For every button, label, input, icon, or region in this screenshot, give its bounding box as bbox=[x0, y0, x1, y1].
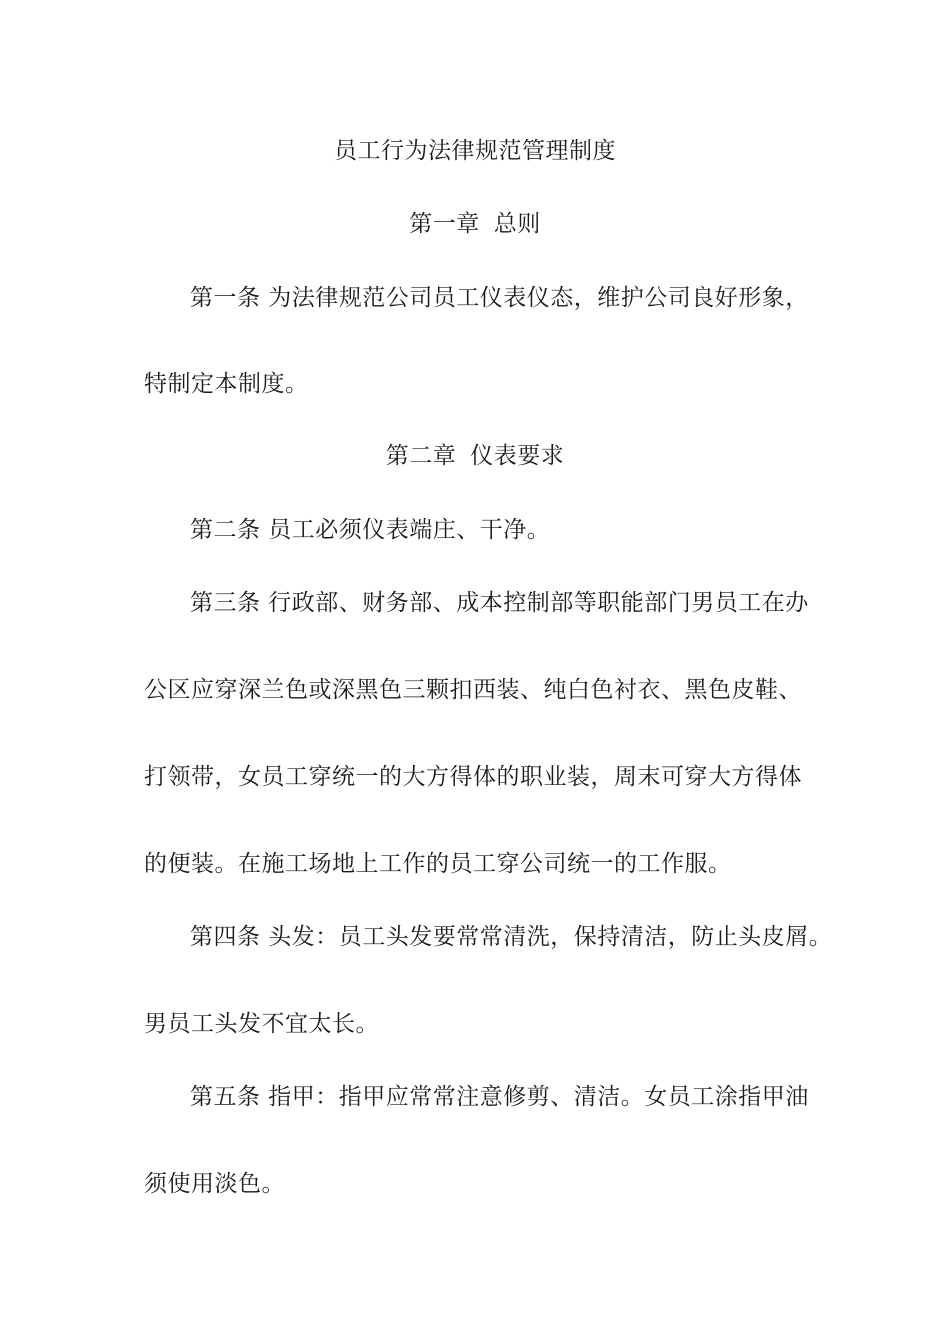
document-title: 员工行为法律规范管理制度 bbox=[334, 138, 616, 164]
article-3-line-1: 第三条 行政部、财务部、成本控制部等职能部门男员工在办 bbox=[190, 590, 809, 616]
chapter-heading-2 bbox=[0, 441, 950, 471]
article-1-line-1: 第一条 为法律规范公司员工仪表仪态，维护公司良好形象， bbox=[190, 285, 809, 311]
article-1-line-2: 特制定本制度。 bbox=[144, 371, 309, 397]
article-5-line-2: 须使用淡色。 bbox=[144, 1171, 285, 1197]
article-4-line-1: 第四条 头发：员工头发要常常清洗，保持清洁，防止头皮屑。 bbox=[190, 924, 833, 950]
article-2-line-1: 第二条 员工必须仪表端庄、干净。 bbox=[190, 517, 551, 543]
chapter-heading-1 bbox=[0, 209, 950, 239]
chapter-number: 第一章 bbox=[409, 211, 480, 237]
article-3-line-2: 公区应穿深兰色或深黑色三颗扣西装、纯白色衬衣、黑色皮鞋、 bbox=[144, 677, 802, 703]
chapter-name: 总则 bbox=[493, 211, 541, 237]
article-3-line-3: 打领带，女员工穿统一的大方得体的职业装，周末可穿大方得体 bbox=[144, 764, 802, 790]
article-3-line-4: 的便装。在施工场地上工作的员工穿公司统一的工作服。 bbox=[144, 851, 732, 877]
article-5-line-1: 第五条 指甲：指甲应常常注意修剪、清洁。女员工涂指甲油 bbox=[190, 1084, 809, 1110]
article-4-line-2: 男员工头发不宜太长。 bbox=[144, 1011, 379, 1037]
chapter-number: 第二章 bbox=[385, 443, 457, 469]
chapter-name: 仪表要求 bbox=[470, 443, 565, 469]
